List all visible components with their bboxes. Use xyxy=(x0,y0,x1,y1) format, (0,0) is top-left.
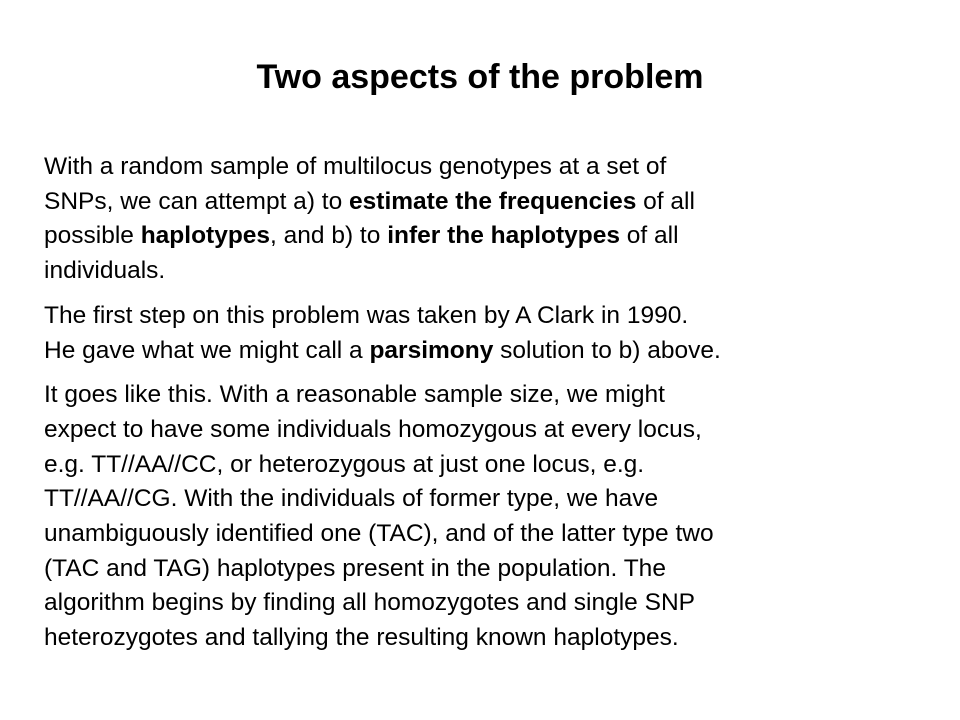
slide-body xyxy=(44,150,944,666)
text-line: With a random sample of multilocus genotypes at a set of xyxy=(44,153,667,180)
slide-title: Two aspects of the problem xyxy=(256,58,704,96)
text-run: He gave what we might call a xyxy=(44,336,370,364)
emphasis-infer-haplotypes: infer the haplotypes xyxy=(387,222,620,250)
text-line: It goes like this. With a reasonable sample size, we might xyxy=(44,381,665,409)
text-run: , and b) to xyxy=(270,222,388,250)
emphasis-haplotypes: haplotypes xyxy=(140,222,271,250)
text-line: TT//AA//CG. With the individuals of former type, we have xyxy=(44,485,659,513)
emphasis-parsimony: parsimony xyxy=(369,336,494,364)
text-line: individuals. xyxy=(44,257,166,285)
paragraph-clark xyxy=(44,299,944,368)
text-run: possible xyxy=(44,222,141,250)
text-line: heterozygotes and tallying the resulting known haplotypes. xyxy=(44,624,679,652)
text-run: of all xyxy=(619,222,679,250)
text-run: of all xyxy=(636,187,695,215)
text-line: The first step on this problem was taken by A Clark in 1990. xyxy=(44,301,689,329)
text-line: e.g. TT//AA//CC, or heterozygous at just one locus, e.g. xyxy=(44,450,645,478)
emphasis-estimate-frequencies: estimate the frequencies xyxy=(349,187,637,215)
text-run: solution to b) above. xyxy=(493,336,721,364)
text-line xyxy=(44,219,944,254)
text-line xyxy=(44,185,944,220)
paragraph-intro xyxy=(44,150,944,289)
text-line xyxy=(44,334,944,369)
text-line: unambiguously identified one (TAC), and of the latter type two xyxy=(44,520,714,548)
paragraph-algorithm xyxy=(44,378,944,656)
text-line: algorithm begins by finding all homozygotes and single SNP xyxy=(44,589,695,617)
text-run: SNPs, we can attempt a) to xyxy=(44,187,350,215)
text-line: expect to have some individuals homozygous at every locus, xyxy=(44,415,702,443)
text-line: (TAC and TAG) haplotypes present in the population. The xyxy=(44,554,666,582)
